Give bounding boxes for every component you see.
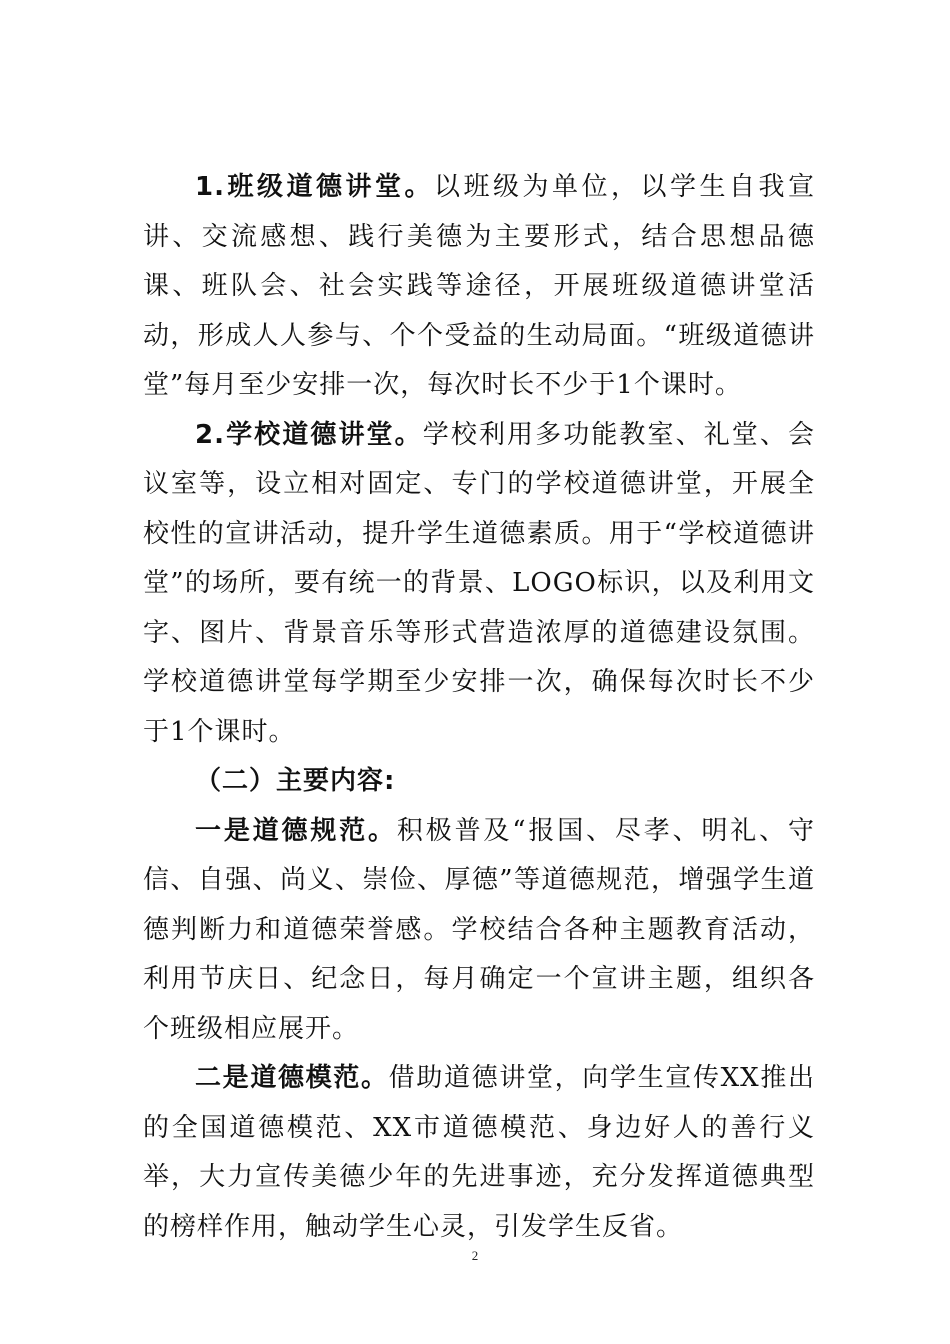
paragraph-heading: 2.学校道德讲堂。 xyxy=(195,419,423,450)
paragraph-heading: 二是道德模范。 xyxy=(195,1063,389,1093)
paragraph-moral-norms xyxy=(143,807,815,1055)
paragraph-text: 学校利用多功能教室、礼堂、会议室等，设立相对固定、专门的学校道德讲堂，开展全校性的宣讲活动，提升学生道德素质。用于“学校道德讲堂”的场所，要有统一的背景、LOGO标识，以及利用文字、图片、背景音乐等形式营造浓厚的道德建设氛围。学校道德讲堂每学期至少安排一次，确保每次时长不少于1个课时。 xyxy=(143,419,815,747)
document-body xyxy=(143,163,815,1252)
paragraph-text: 积极普及“报国、尽孝、明礼、守信、自强、尚义、崇俭、厚德”等道德规范，增强学生道德判断力和道德荣誉感。学校结合各种主题教育活动，利用节庆日、纪念日，每月确定一个宣讲主题，组织各个班级相应展开。 xyxy=(143,815,815,1044)
page-number: 2 xyxy=(471,1248,479,1263)
paragraph-school-lecture xyxy=(143,411,815,758)
paragraph-heading: 1.班级道德讲堂。 xyxy=(195,172,434,202)
section-heading-main-content xyxy=(143,757,815,807)
paragraph-class-lecture xyxy=(143,163,815,411)
section-heading: （二）主要内容: xyxy=(195,766,396,796)
paragraph-text: 以班级为单位，以学生自我宣讲、交流感想、践行美德为主要形式，结合思想品德课、班队会、社会实践等途径，开展班级道德讲堂活动，形成人人参与、个个受益的生动局面。“班级道德讲堂”每月至少安排一次，每次时长不少于1个课时。 xyxy=(143,172,815,400)
paragraph-heading: 一是道德规范。 xyxy=(195,815,397,846)
paragraph-moral-models xyxy=(143,1054,815,1252)
paragraph-text: 借助道德讲堂，向学生宣传XX推出的全国道德模范、XX市道德模范、身边好人的善行义举，大力宣传美德少年的先进事迹，充分发挥道德典型的榜样作用，触动学生心灵，引发学生反省。 xyxy=(143,1063,815,1242)
